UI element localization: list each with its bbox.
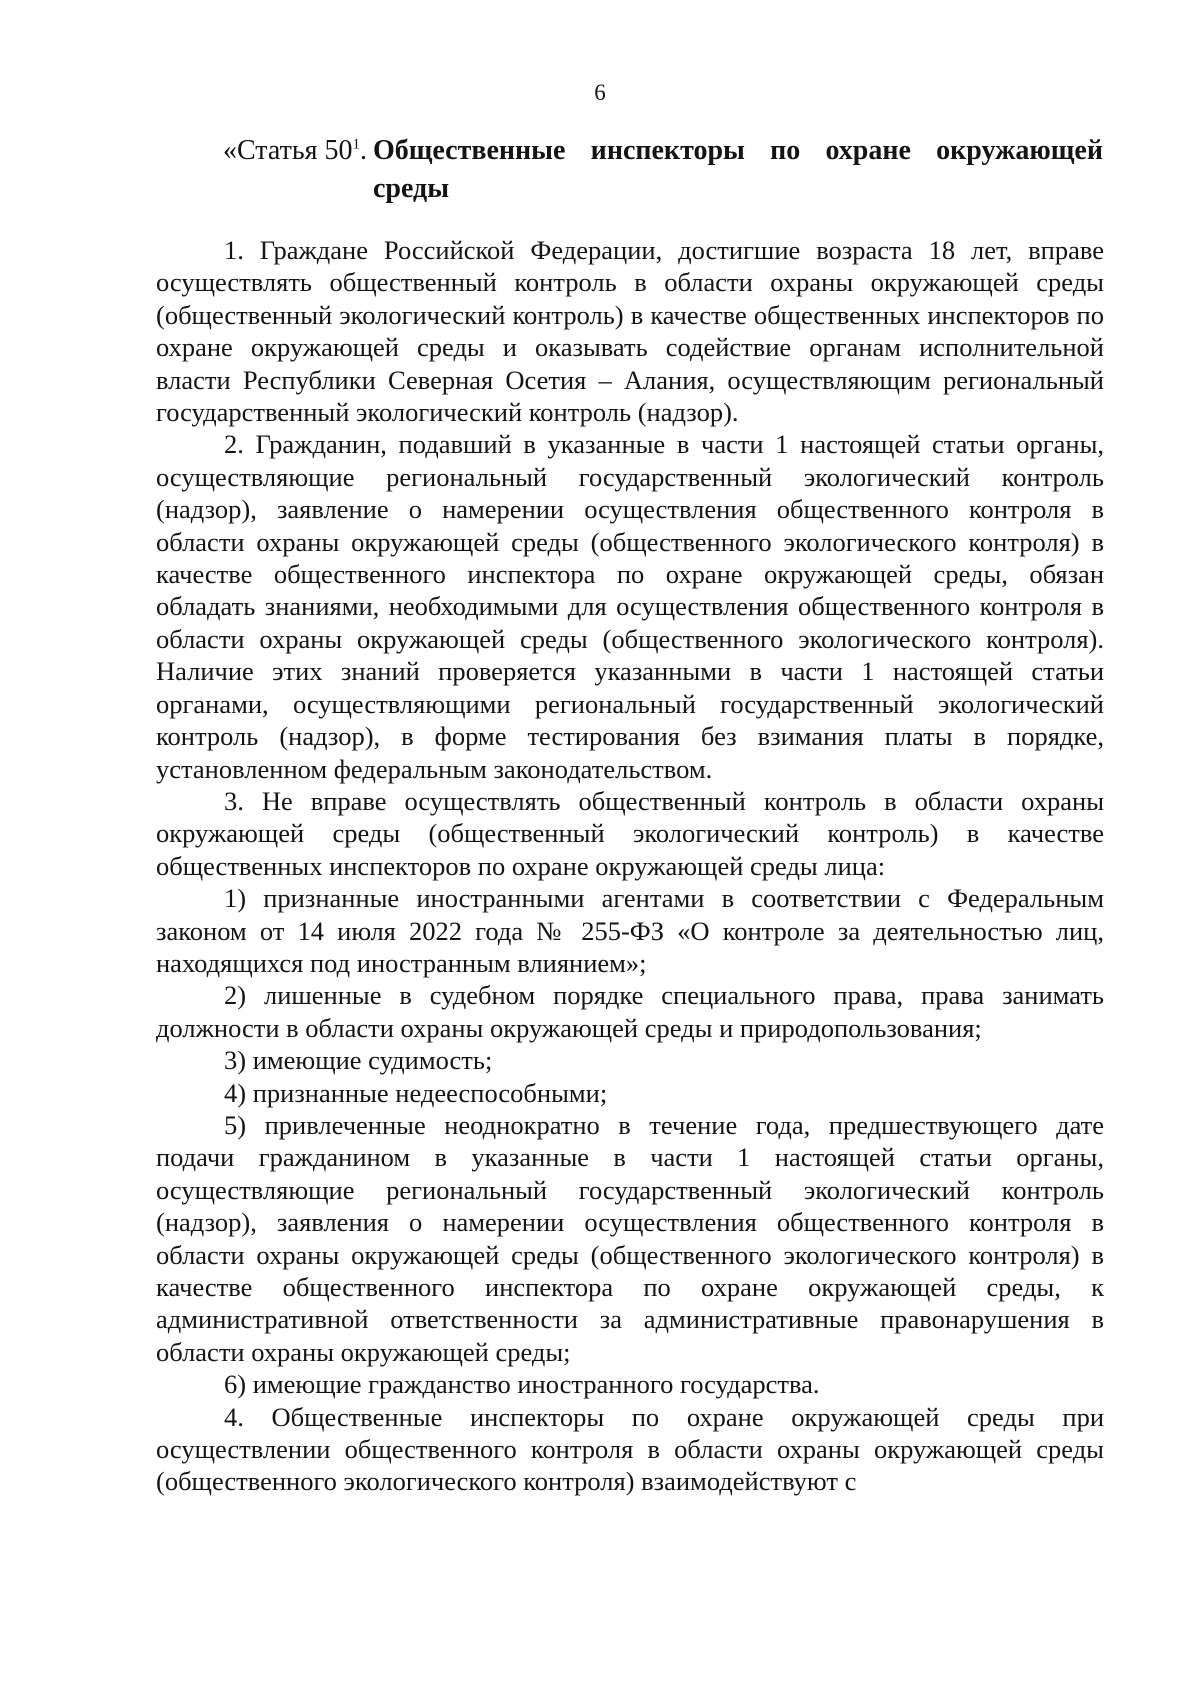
article-label-superscript: 1 — [352, 136, 360, 153]
article-label-suffix: . — [359, 135, 367, 166]
list-item-2: 2) лишенные в судебном порядке специального права, права занимать должности в области охраны окружающей среды и природопользования; — [156, 980, 1104, 1043]
article-body — [156, 234, 1104, 1498]
list-item-3: 3) имеющие судимость; — [224, 1045, 493, 1076]
paragraph-part-1: 1. Граждане Российской Федерации, достигшие возраста 18 лет, вправе осуществлять общественный контроль в области охраны окружающей среды (общественный экологический контроль) в качестве общественных инспекторов по охране окружающей среды и оказывать содействие органам исполнительной власти Республики Северная Осетия – Алания, осуществляющим региональный государственный экологический контроль (надзор). — [156, 235, 1104, 428]
list-item-4: 4) признанные недееспособными; — [224, 1077, 608, 1108]
list-item-6: 6) имеющие гражданство иностранного государства. — [224, 1369, 820, 1400]
list-item-5: 5) привлеченные неоднократно в течение года, предшествующего дате подачи гражданином в указанные в части 1 настоящей статьи органы, осуществляющие региональный государственный экологический контроль (надзор), заявления о намерении осуществления общественного контроля в области охраны окружающей среды (общественного экологического контроля) в качестве общественного инспектора по охране окружающей среды, к административной ответственности за административные правонарушения в области охраны окружающей среды; — [156, 1109, 1104, 1367]
paragraph-part-4: 4. Общественные инспекторы по охране окружающей среды при осуществлении общественного контроля в области охраны окружающей среды (общественного экологического контроля) взаимодействуют с — [156, 1401, 1104, 1497]
paragraph-part-3: 3. Не вправе осуществлять общественный контроль в области охраны окружающей среды (общественный экологический контроль) в качестве общественных инспекторов по охране окружающей среды лица: — [156, 785, 1104, 881]
article-title: Общественные инспекторы по охране окружающей среды — [372, 135, 1103, 204]
article-label-prefix: «Статья 50 — [223, 135, 353, 166]
article-label — [223, 132, 367, 208]
paragraph-part-2: 2. Гражданин, подавший в указанные в части 1 настоящей статьи органы, осуществляющие региональный государственный экологический контроль (надзор), заявление о намерении осуществления общественного контроля в области охраны окружающей среды (общественного экологического контроля) в качестве общественного инспектора по охране окружающей среды, обязан обладать знаниями, необходимыми для осуществления общественного контроля в области охраны окружающей среды (общественного экологического контроля). Наличие этих знаний проверяется указанными в части 1 настоящей статьи органами, осуществляющими региональный государственный экологический контроль (надзор), в форме тестирования без взимания платы в порядке, установленном федеральным законодательством. — [156, 429, 1104, 784]
page-number: 6 — [594, 80, 606, 105]
article-heading — [223, 132, 1103, 208]
list-item-1: 1) признанные иностранными агентами в соответствии с Федеральным законом от 14 июля 2022 года № 255-ФЗ «О контроле за деятельностью лиц, находящихся под иностранным влиянием»; — [156, 883, 1104, 978]
